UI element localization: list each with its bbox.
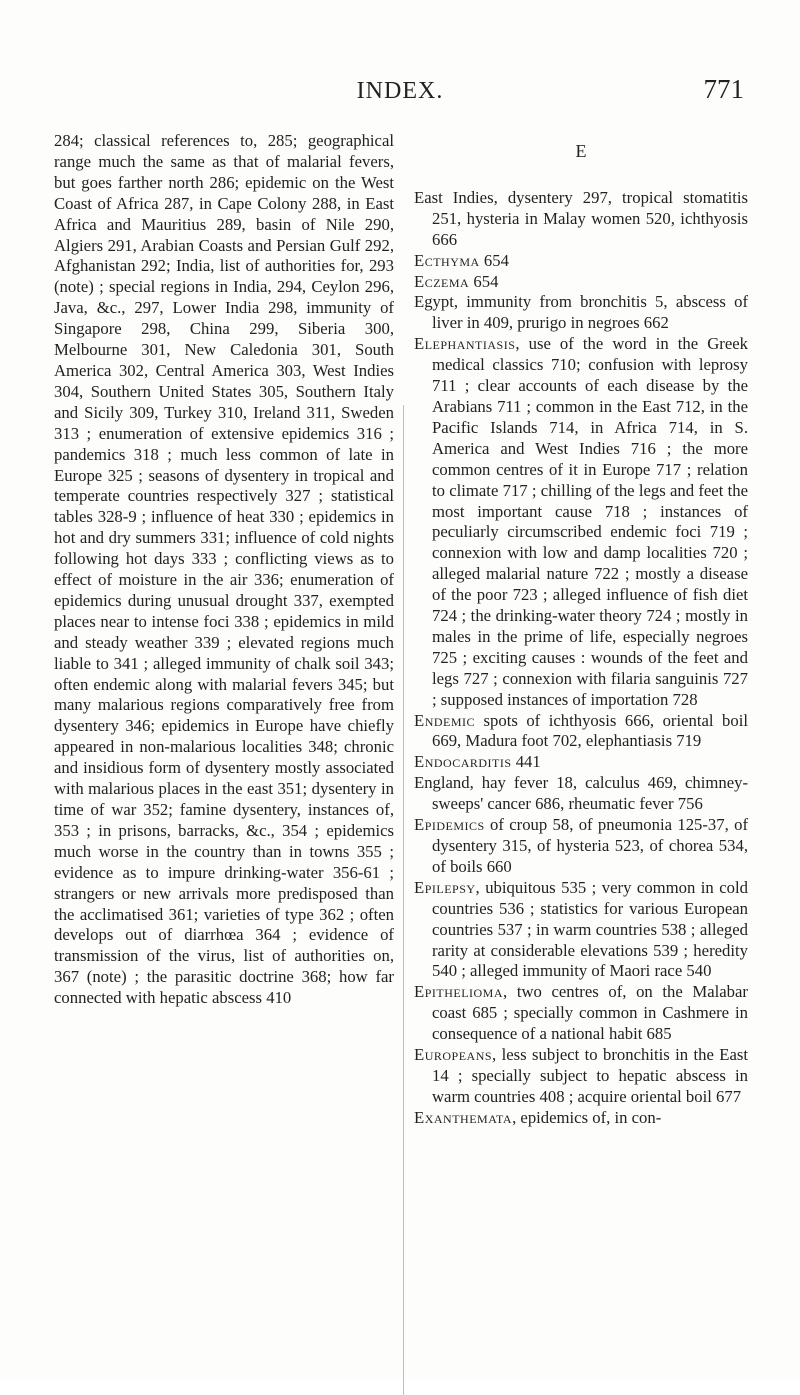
- entry-text: Egypt, immunity from bronchitis 5, abscess of liver in 409, prurigo in negroes 662: [414, 292, 748, 333]
- entry-text: , use of the word in the Greek medical classics 710; confusion with leprosy 711 ; clear accounts of each disease by the Arabians 711 ; common in the East 712, in the Pacific Islands 714, in Africa 714, in S. America and West Indies 716 ; the more common centres of it in Europe 717 ; relation to climate 717 ; chilling of the legs and feet the most important cause 718 ; instances of peculiarly circumscribed endemic foci 719 ; connexion with low and damp localities 720 ; alleged malarial nature 722 ; mostly a disease of the poor 723 ; alleged influence of fish diet 724 ; the drinking-water theory 724 ; mostly in males in the prime of life, especially negroes 725 ; exciting causes : wounds of the feet and legs 727 ; connexion with filaria sanguinis 727 ; supposed instances of importation 728: [432, 334, 748, 709]
- index-entry: [414, 292, 748, 334]
- entry-text: 654: [469, 271, 499, 291]
- left-column-text: 284; classical references to, 285; geographical range much the same as that of malarial fevers, but goes farther north 286; epidemic on the West Coast of Africa 287, in Cape Colony 288, in East Africa and Mauritius 289, basin of Nile 290, Algiers 291, Arabian Coasts and Persian Gulf 292, Afghanistan 292; India, list of authorities for, 293 (note) ; special regions in India, 294, Ceylon 296, Java, &c., 297, Lower India 298, immunity of Singapore 298, China 299, Siberia 300, Melbourne 301, New Caledonia 301, South America 302, Central America 303, West Indies 304, Southern United States 305, Southern Italy and Sicily 309, Turkey 310, Ireland 311, Sweden 313 ; enumeration of extensive epidemics 316 ; pandemics 318 ; much less common of late in Europe 325 ; seasons of dysentery in tropical and temperate countries respectively 327 ; statistical tables 328-9 ; influence of heat 330 ; epidemics in hot and dry summers 331; influence of cold nights following hot days 333 ; conflicting views as to effect of moisture in the air 336; enumeration of epidemics during unusual drought 337, exempted places near to intense foci 338 ; epidemics in mild and steady weather 339 ; elevated regions much liable to 341 ; alleged immunity of chalk soil 343; often endemic along with malarial fevers 345; but many malarious regions comparatively free from dysentery 346; epidemics in Europe have chiefly appeared in non-malarious localities 348; chronic and insidious form of dysentery mostly associated with malarious places in the east 351; dysentery in time of war 352; famine dysentery, instances of, 353 ; in prisons, barracks, &c., 354 ; epidemics much worse in the country than in towns 355 ; evidence as to impure drinking-water 356-61 ; strangers or new arrivals more predisposed than the acclimatised 361; varieties of type 362 ; often develops out of diarrhœa 364 ; evidence of transmission of the virus, list of authorities on, 367 (note) ; the parasitic doctrine 368; how far connected with hepatic abscess 410: [54, 131, 394, 1008]
- entry-text: England, hay fever 18, calculus 469, chimney-sweeps' cancer 686, rheumatic fever 756: [414, 773, 748, 814]
- entry-head: Exanthemata: [414, 1107, 513, 1127]
- entry-head: Eczema: [414, 271, 470, 291]
- index-entry: [414, 711, 748, 753]
- entry-text: , two centres of, on the Malabar coast 685 ; specially common in Cashmere in consequence of a national habit 685: [432, 982, 748, 1044]
- index-entry: [414, 251, 748, 272]
- index-entry: [414, 982, 748, 1045]
- entry-text: East Indies, dysentery 297, tropical stomatitis 251, hysteria in Malay women 520, ichthyosis 666: [414, 187, 748, 249]
- index-entry: [414, 334, 748, 710]
- column-divider: [403, 405, 404, 1395]
- entry-text: , epidemics of, in con-: [512, 1107, 662, 1127]
- running-head: INDEX.: [356, 78, 444, 104]
- entry-text: of croup 58, of pneumonia 125-37, of dysentery 315, of hysteria 523, of chorea 534, of boils 660: [432, 815, 748, 876]
- entry-head: Ecthyma: [414, 250, 480, 270]
- entry-text: , ubiquitous 535 ; very common in cold countries 536 ; statistics for various European countries 537 ; in warm countries 538 ; alleged rarity at considerable elevations 539 ; heredity 540 ; alleged immunity of Maori race 540: [432, 877, 748, 981]
- index-entry: [414, 878, 748, 983]
- index-entry: [414, 815, 748, 878]
- page-number: 771: [703, 74, 744, 104]
- entry-head: Epilepsy: [414, 877, 476, 897]
- entry-head: Europeans: [414, 1045, 493, 1065]
- entry-head: Endocarditis: [414, 752, 512, 772]
- entry-head: Endemic: [414, 710, 476, 730]
- entry-text: spots of ichthyosis 666, oriental boil 669, Madura foot 702, elephantiasis 719: [432, 710, 748, 751]
- entry-head: Epidemics: [414, 815, 485, 835]
- index-entry: [414, 1108, 748, 1129]
- entry-text: 441: [511, 752, 541, 772]
- right-column: [414, 131, 748, 1129]
- entry-text: , less subject to bronchitis in the East 14 ; specially subject to hepatic abscess in warm countries 408 ; acquire oriental boil 677: [432, 1045, 748, 1106]
- index-entry: [414, 773, 748, 815]
- index-entry: [414, 188, 748, 251]
- index-entry: [414, 1045, 748, 1108]
- left-column: [54, 131, 394, 1009]
- index-entry: [414, 752, 748, 773]
- entry-head: Epithelioma: [414, 982, 504, 1002]
- entry-head: Elephantiasis: [414, 334, 516, 354]
- section-letter: E: [575, 141, 587, 161]
- index-entry: [414, 272, 748, 293]
- entry-text: 654: [479, 250, 509, 270]
